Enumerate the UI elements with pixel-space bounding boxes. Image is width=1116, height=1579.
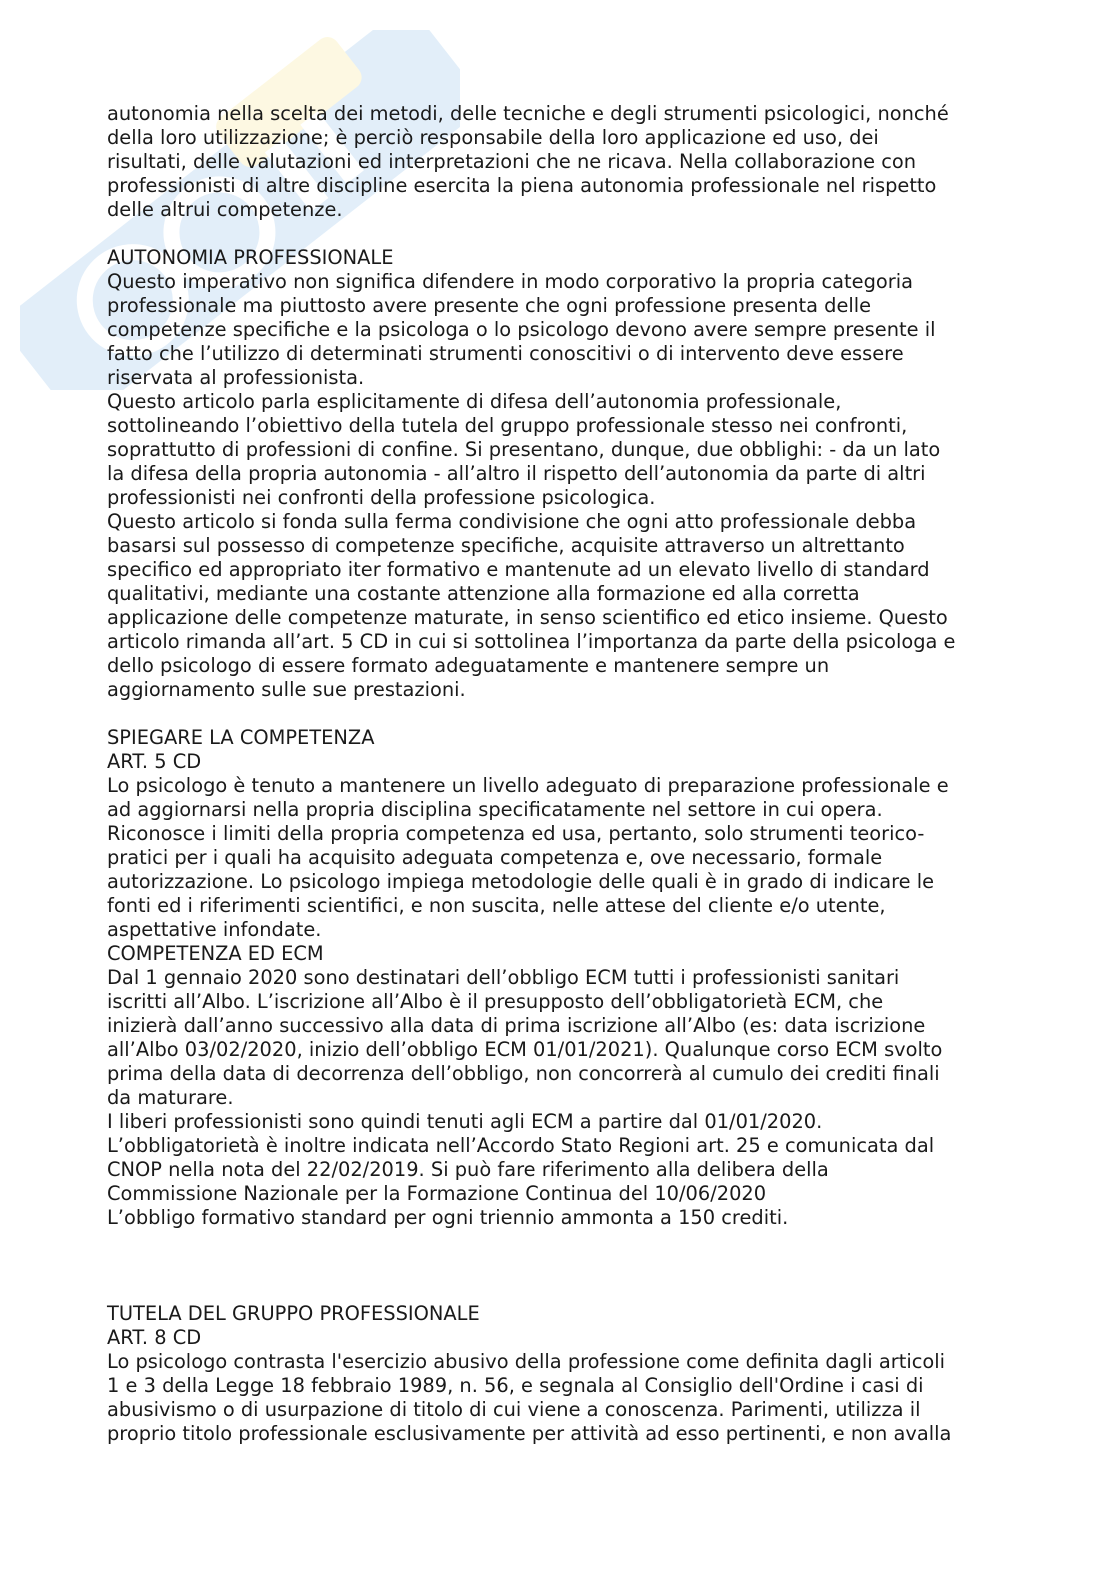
paragraph: Dal 1 gennaio 2020 sono destinatari dell’obbligo ECM tutti i professionisti sanitari iscritti all’Albo. L’iscrizione all’Albo è il presupposto dell’obbligatorietà ECM, che inizierà dall’anno successivo alla data di prima iscrizione all’Albo (es: data iscrizione all’Albo 03/02/2020, inizio dell’obbligo ECM 01/01/2021). Qualunque corso ECM svolto prima della data di decorrenza dell’obbligo, non concorrerà al cumulo dei crediti finali da maturare. <box>107 966 943 1109</box>
section-heading: TUTELA DEL GRUPPO PROFESSIONALE <box>107 1302 480 1325</box>
paragraph: Questo articolo parla esplicitamente di difesa dell’autonomia professionale, sottolineando l’obiettivo della tutela del gruppo professionale stesso nei confronti, soprattutto di professioni di confine. Si presentano, dunque, due obblighi: - da un lato la difesa della propria autonomia - all’altro il rispetto dell’autonomia da parte di altri professionisti nei confronti della professione psicologica. <box>107 390 941 509</box>
spacer <box>107 1230 1007 1302</box>
section-heading: AUTONOMIA PROFESSIONALE <box>107 246 394 269</box>
paragraph: Lo psicologo contrasta l'esercizio abusivo della professione come definita dagli articoli 1 e 3 della Legge 18 febbraio 1989, n. 56, e segnala al Consiglio dell'Ordine i casi di abusivismo o di usurpazione di titolo di cui viene a conoscenza. Parimenti, utilizza il proprio titolo professionale esclusivamente per attività ad esso pertinenti, e non avalla <box>107 1350 952 1445</box>
section-spiegare-la-competenza <box>107 726 1007 942</box>
paragraph: Lo psicologo è tenuto a mantenere un livello adeguato di preparazione professionale e ad aggiornarsi nella propria disciplina specificatamente nel settore in cui opera. Riconosce i limiti della propria competenza ed usa, pertanto, solo strumenti teorico- pratici per i quali ha acquisito adeguata competenza e, ove necessario, formale autorizzazione. Lo psicologo impiega metodologie delle quali è in grado di indicare le fonti ed i riferimenti scientifici, e non suscita, nelle attese del cliente e/o utente, aspettative infondate. <box>107 774 949 941</box>
section-heading: SPIEGARE LA COMPETENZA <box>107 726 375 749</box>
section-tutela-del-gruppo-professionale <box>107 1302 1007 1446</box>
section-competenza-ed-ecm <box>107 942 1007 1230</box>
section-autonomia-professionale <box>107 246 1007 702</box>
paragraph: Questo articolo si fonda sulla ferma condivisione che ogni atto professionale debba basarsi sul possesso di competenze specifiche, acquisite attraverso un altrettanto specifico ed appropriato iter formativo e mantenute ad un elevato livello di standard qualitativi, mediante una costante attenzione alla formazione ed alla corretta applicazione delle competenze maturate, in senso scientifico ed etico insieme. Questo articolo rimanda all’art. 5 CD in cui si sottolinea l’importanza da parte della psicologa e dello psicologo di essere formato adeguatamente e mantenere sempre un aggiornamento sulle sue prestazioni. <box>107 510 956 701</box>
spacer <box>107 222 1007 246</box>
intro-paragraph: autonomia nella scelta dei metodi, delle tecniche e degli strumenti psicologici, nonché della loro utilizzazione; è perciò responsabile della loro applicazione ed uso, dei risultati, delle valutazioni ed interpretazioni che ne ricava. Nella collaborazione con professionisti di altre discipline esercita la piena autonomia professionale nel rispetto delle altrui competenze. <box>107 102 949 221</box>
paragraph: Questo imperativo non significa difendere in modo corporativo la propria categoria professionale ma piuttosto avere presente che ogni professione presenta delle competenze specifiche e la psicologa o lo psicologo devono avere sempre presente il fatto che l’utilizzo di determinati strumenti conoscitivi o di intervento deve essere riservata al professionista. <box>107 270 936 389</box>
spacer <box>107 702 1007 726</box>
article-reference: ART. 8 CD <box>107 1326 202 1349</box>
paragraph: I liberi professionisti sono quindi tenuti agli ECM a partire dal 01/01/2020. L’obbligatorietà è inoltre indicata nell’Accordo Stato Regioni art. 25 e comunicata dal CNOP nella nota del 22/02/2019. Si può fare riferimento alla delibera della Commissione Nazionale per la Formazione Continua del 10/06/2020 L’obbligo formativo standard per ogni triennio ammonta a 150 crediti. <box>107 1110 935 1229</box>
article-reference: ART. 5 CD <box>107 750 202 773</box>
section-heading: COMPETENZA ED ECM <box>107 942 324 965</box>
document-body <box>107 102 1007 1446</box>
